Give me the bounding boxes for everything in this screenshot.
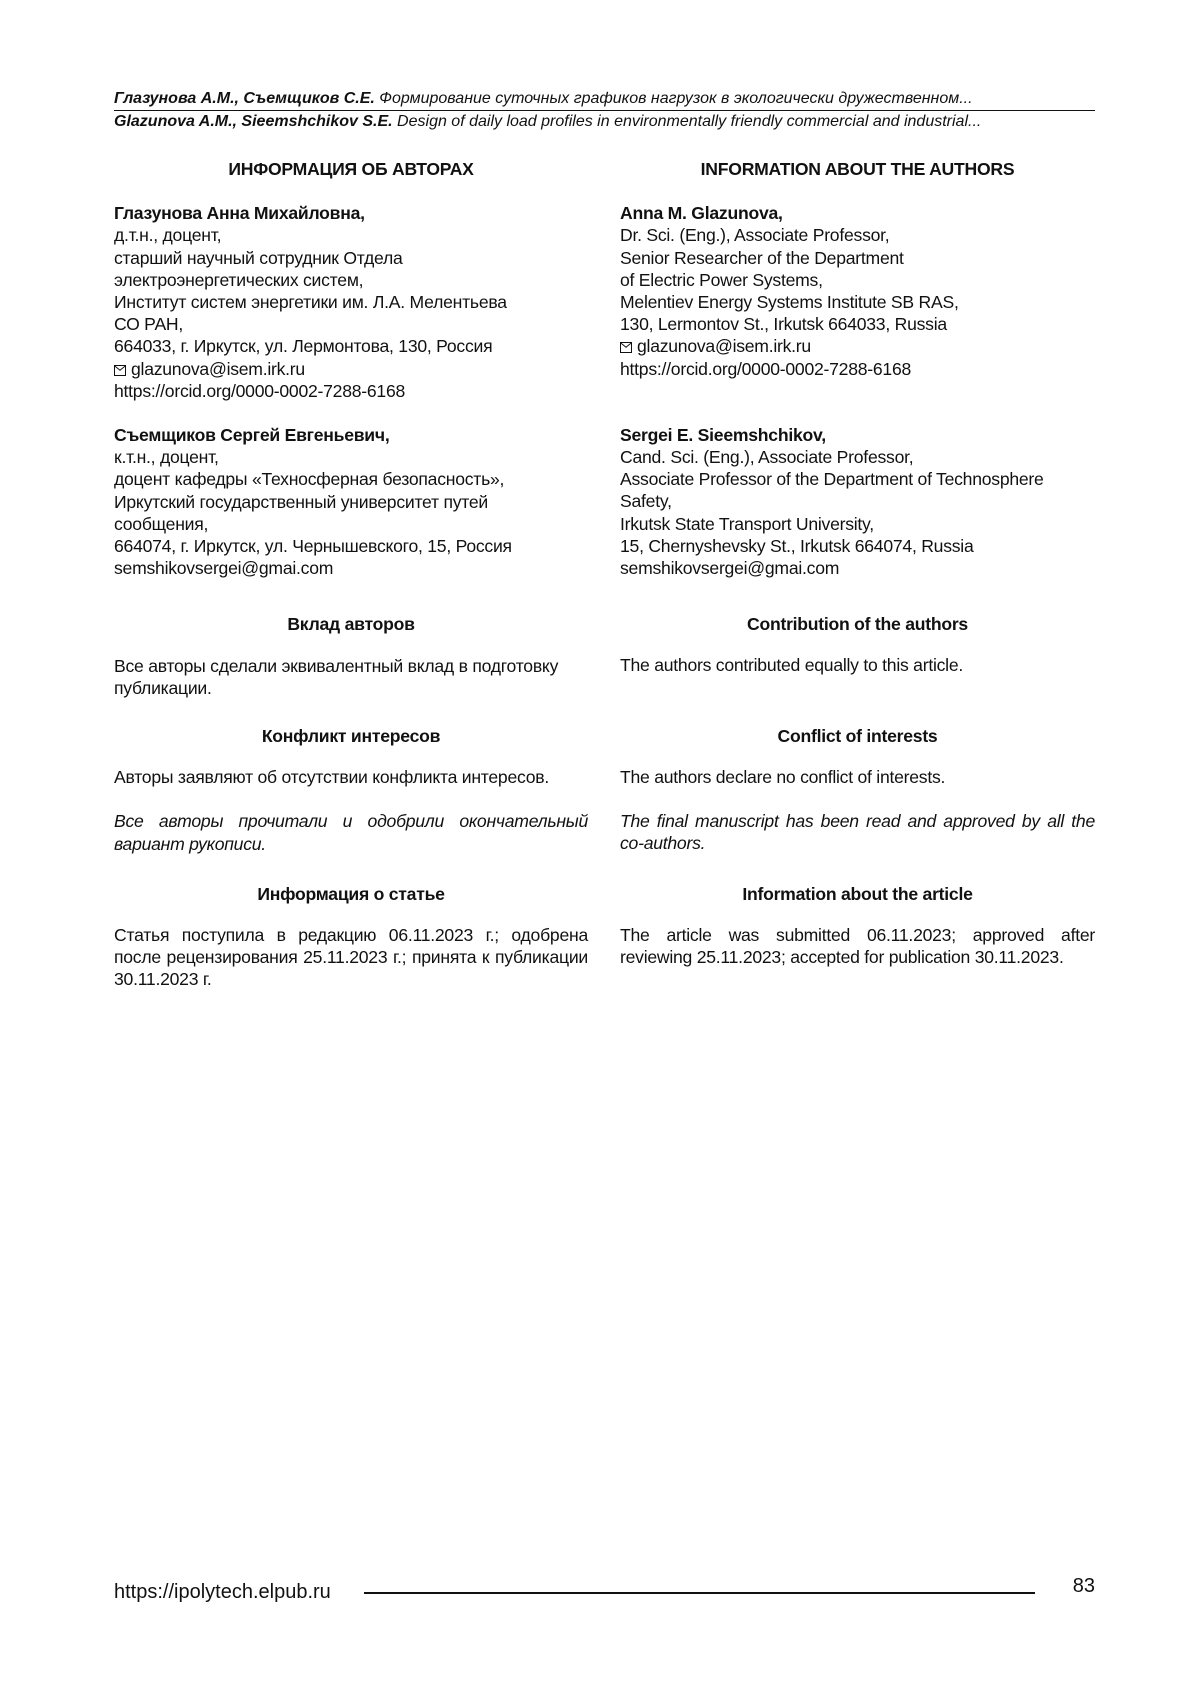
author1-degree-en: Dr. Sci. (Eng.), Associate Professor, xyxy=(620,225,890,246)
author2-university-ru-1: Иркутский государственный университет путей xyxy=(114,491,489,512)
conflict-title-ru: Конфликт интересов xyxy=(261,726,441,747)
contribution-title-ru: Вклад авторов xyxy=(287,614,415,635)
footer-journal-url[interactable]: https://ipolytech.elpub.ru xyxy=(114,1581,331,1603)
author2-position-en-2: Safety, xyxy=(620,491,672,512)
article-info-text-ru: Статья поступила в редакцию 06.11.2023 г.; одобрена после рецензирования 25.11.2023 г.; принята к публикации 30.11.2023 г. xyxy=(114,925,588,990)
author2-position-en-1: Associate Professor of the Department of Technosphere xyxy=(620,469,1044,490)
author1-orcid-ru[interactable]: https://orcid.org/0000-0002-7288-6168 xyxy=(114,380,406,401)
author1-email-ru[interactable]: glazunova@isem.irk.ru xyxy=(131,358,305,379)
author2-university-ru-2: сообщения, xyxy=(114,513,209,534)
approval-text-ru: Все авторы прочитали и одобрили окончательный вариант рукописи. xyxy=(114,811,588,854)
author1-institute-ru-2: СО РАН, xyxy=(114,314,184,335)
contribution-title-en: Contribution of the authors xyxy=(747,614,968,635)
author1-degree-ru: д.т.н., доцент, xyxy=(114,225,222,246)
conflict-text-en: The authors declare no conflict of interests. xyxy=(620,767,946,788)
authors-info-title-ru: ИНФОРМАЦИЯ ОБ АВТОРАХ xyxy=(228,159,474,179)
page-footer xyxy=(114,1575,1095,1605)
running-header-en-title: Design of daily load profiles in environmentally friendly commercial and industrial... xyxy=(392,113,982,130)
envelope-icon xyxy=(114,365,126,376)
author1-en xyxy=(620,202,1095,380)
author2-email-en[interactable]: semshikovsergei@gmai.com xyxy=(620,558,840,579)
author2-address-en: 15, Chernyshevsky St., Irkutsk 664074, Russia xyxy=(620,535,974,556)
author1-email-line-en xyxy=(620,335,1095,357)
author1-position-en-1: Senior Researcher of the Department xyxy=(620,247,904,268)
author1-address-en: 130, Lermontov St., Irkutsk 664033, Russia xyxy=(620,314,947,335)
article-info-title-en: Information about the article xyxy=(742,883,973,904)
footer-divider xyxy=(364,1592,1035,1594)
authors-info-title-en: INFORMATION ABOUT THE AUTHORS xyxy=(700,159,1015,179)
conflict-title-en: Conflict of interests xyxy=(777,725,938,746)
author2-name-en: Sergei E. Sieemshchikov, xyxy=(620,424,826,445)
author2-email-ru[interactable]: semshikovsergei@gmai.com xyxy=(114,558,334,579)
contribution-text-ru: Все авторы сделали эквивалентный вклад в подготовку публикации. xyxy=(114,655,559,698)
author2-degree-ru: к.т.н., доцент, xyxy=(114,447,219,468)
author1-position-ru-1: старший научный сотрудник Отдела xyxy=(114,247,403,268)
author2-en xyxy=(620,424,1095,579)
author2-name-ru: Съемщиков Сергей Евгеньевич, xyxy=(114,425,390,446)
running-header-ru xyxy=(114,88,1095,111)
author2-address-ru: 664074, г. Иркутск, ул. Чернышевского, 15, Россия xyxy=(114,536,512,557)
article-info-title-ru: Информация о статье xyxy=(257,883,445,904)
envelope-icon xyxy=(620,342,632,353)
author2-position-ru: доцент кафедры «Техносферная безопасность», xyxy=(114,469,505,490)
author1-position-ru-2: электроэнергетических систем, xyxy=(114,269,364,290)
contribution-text-en: The authors contributed equally to this article. xyxy=(620,655,964,676)
conflict-text-ru: Авторы заявляют об отсутствии конфликта интересов. xyxy=(114,767,550,788)
author1-institute-en: Melentiev Energy Systems Institute SB RAS, xyxy=(620,292,959,313)
author1-email-en[interactable]: glazunova@isem.irk.ru xyxy=(637,336,811,357)
right-column-en xyxy=(620,158,1095,968)
running-header-ru-authors: Глазунова А.М., Съемщиков С.Е. xyxy=(114,90,375,107)
approval-text-en: The final manuscript has been read and approved by all the co-authors. xyxy=(620,811,1095,854)
author1-email-line-ru xyxy=(114,358,588,380)
running-header xyxy=(114,88,1095,132)
author1-position-en-2: of Electric Power Systems, xyxy=(620,269,823,290)
running-header-en-authors: Glazunova A.M., Sieemshchikov S.E. xyxy=(114,113,393,130)
author1-name-ru: Глазунова Анна Михайловна, xyxy=(114,203,365,224)
author2-degree-en: Cand. Sci. (Eng.), Associate Professor, xyxy=(620,447,914,468)
running-header-ru-title: Формирование суточных графиков нагрузок в экологически дружественном... xyxy=(374,90,973,107)
author1-ru xyxy=(114,202,588,402)
author2-ru xyxy=(114,424,588,579)
author1-address-ru: 664033, г. Иркутск, ул. Лермонтова, 130, Россия xyxy=(114,336,493,357)
article-info-text-en: The article was submitted 06.11.2023; approved after reviewing 25.11.2023; accepted for publication 30.11.2023. xyxy=(620,924,1095,968)
running-header-en xyxy=(114,111,1095,132)
author1-orcid-en[interactable]: https://orcid.org/0000-0002-7288-6168 xyxy=(620,358,912,379)
left-column-ru xyxy=(114,158,588,991)
page-number: 83 xyxy=(1072,1575,1095,1597)
author2-university-en: Irkutsk State Transport University, xyxy=(620,513,874,534)
author1-name-en: Anna M. Glazunova, xyxy=(620,203,783,224)
author1-institute-ru-1: Институт систем энергетики им. Л.А. Мелентьева xyxy=(114,292,507,313)
